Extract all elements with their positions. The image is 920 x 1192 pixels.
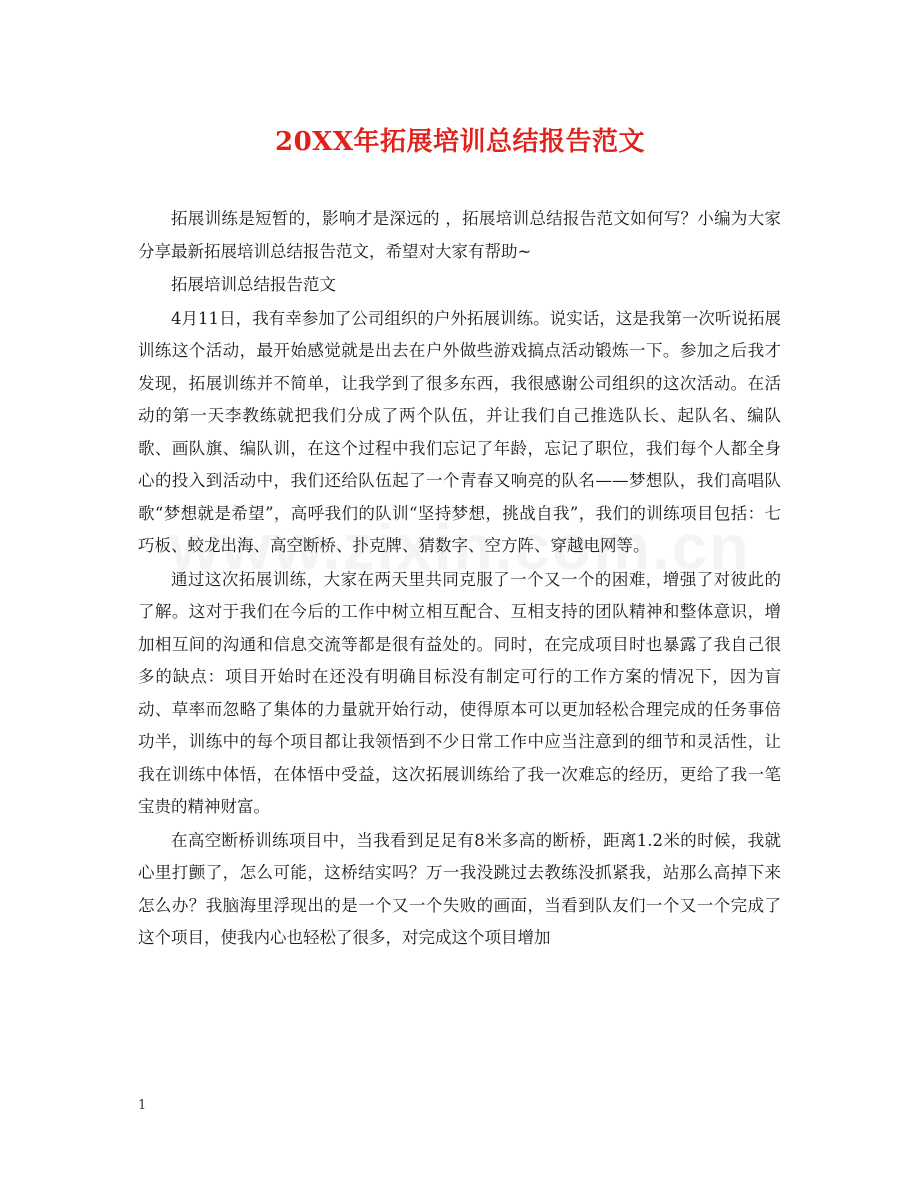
paragraph-3: 在高空断桥训练项目中，当我看到足足有8米多高的断桥，距离1.2米的时候，我就心里打颤了，怎么可能，这桥结实吗？万一我没跳过去教练没抓紧我，站那么高掉下来怎么办？我脑海里浮现出的是一个又一个失败的画面，当看到队友们一个又一个完成了这个项目，使我内心也轻松了很多，对完成这个项目增加 <box>138 830 781 947</box>
paragraph-intro: 拓展训练是短暂的，影响才是深远的 ，拓展培训总结报告范文如何写？小编为大家分享最新拓展培训总结报告范文，希望对大家有帮助~ <box>138 209 781 261</box>
document-body <box>138 203 781 956</box>
page-number: 1 <box>138 1098 147 1113</box>
paragraph-1: 4月11日，我有幸参加了公司组织的户外拓展训练。说实话，这是我第一次听说拓展训练这个活动，最开始感觉就是出去在户外做些游戏搞点活动锻炼一下。参加之后我才发现，拓展训练并不简单，让我学到了很多东西，我很感谢公司组织的这次活动。在活动的第一天李教练就把我们分成了两个队伍，并让我们自己推选队长、起队名、编队歌、画队旗、编队训，在这个过程中我们忘记了年龄，忘记了职位，我们每个人都全身心的投入到活动中，我们还给队伍起了一个青春又响亮的队名——梦想队，我们高唱队歌“梦想就是希望”，高呼我们的队训“坚持梦想，挑战自我”，我们的训练项目包括：七巧板、蛟龙出海、高空断桥、扑克牌、猜数字、空方阵、穿越电网等。 <box>138 308 781 555</box>
paragraph-2: 通过这次拓展训练，大家在两天里共同克服了一个又一个的困难，增强了对彼此的了解。这对于我们在今后的工作中树立相互配合、互相支持的团队精神和整体意识，增加相互间的沟通和信息交流等都是很有益处的。同时，在完成项目时也暴露了我自己很多的缺点：项目开始时在还没有明确目标没有制定可行的工作方案的情况下，因为盲动、草率而忽略了集体的力量就开始行动，使得原本可以更加轻松合理完成的任务事倍功半，训练中的每个项目都让我领悟到不少日常工作中应当注意到的细节和灵活性，让我在训练中体悟，在体悟中受益，这次拓展训练给了我一次难忘的经历，更给了我一笔宝贵的精神财富。 <box>138 569 781 816</box>
document-title: 20XX年拓展培训总结报告范文 <box>274 127 646 157</box>
paragraph-subtitle: 拓展培训总结报告范文 <box>171 275 336 294</box>
